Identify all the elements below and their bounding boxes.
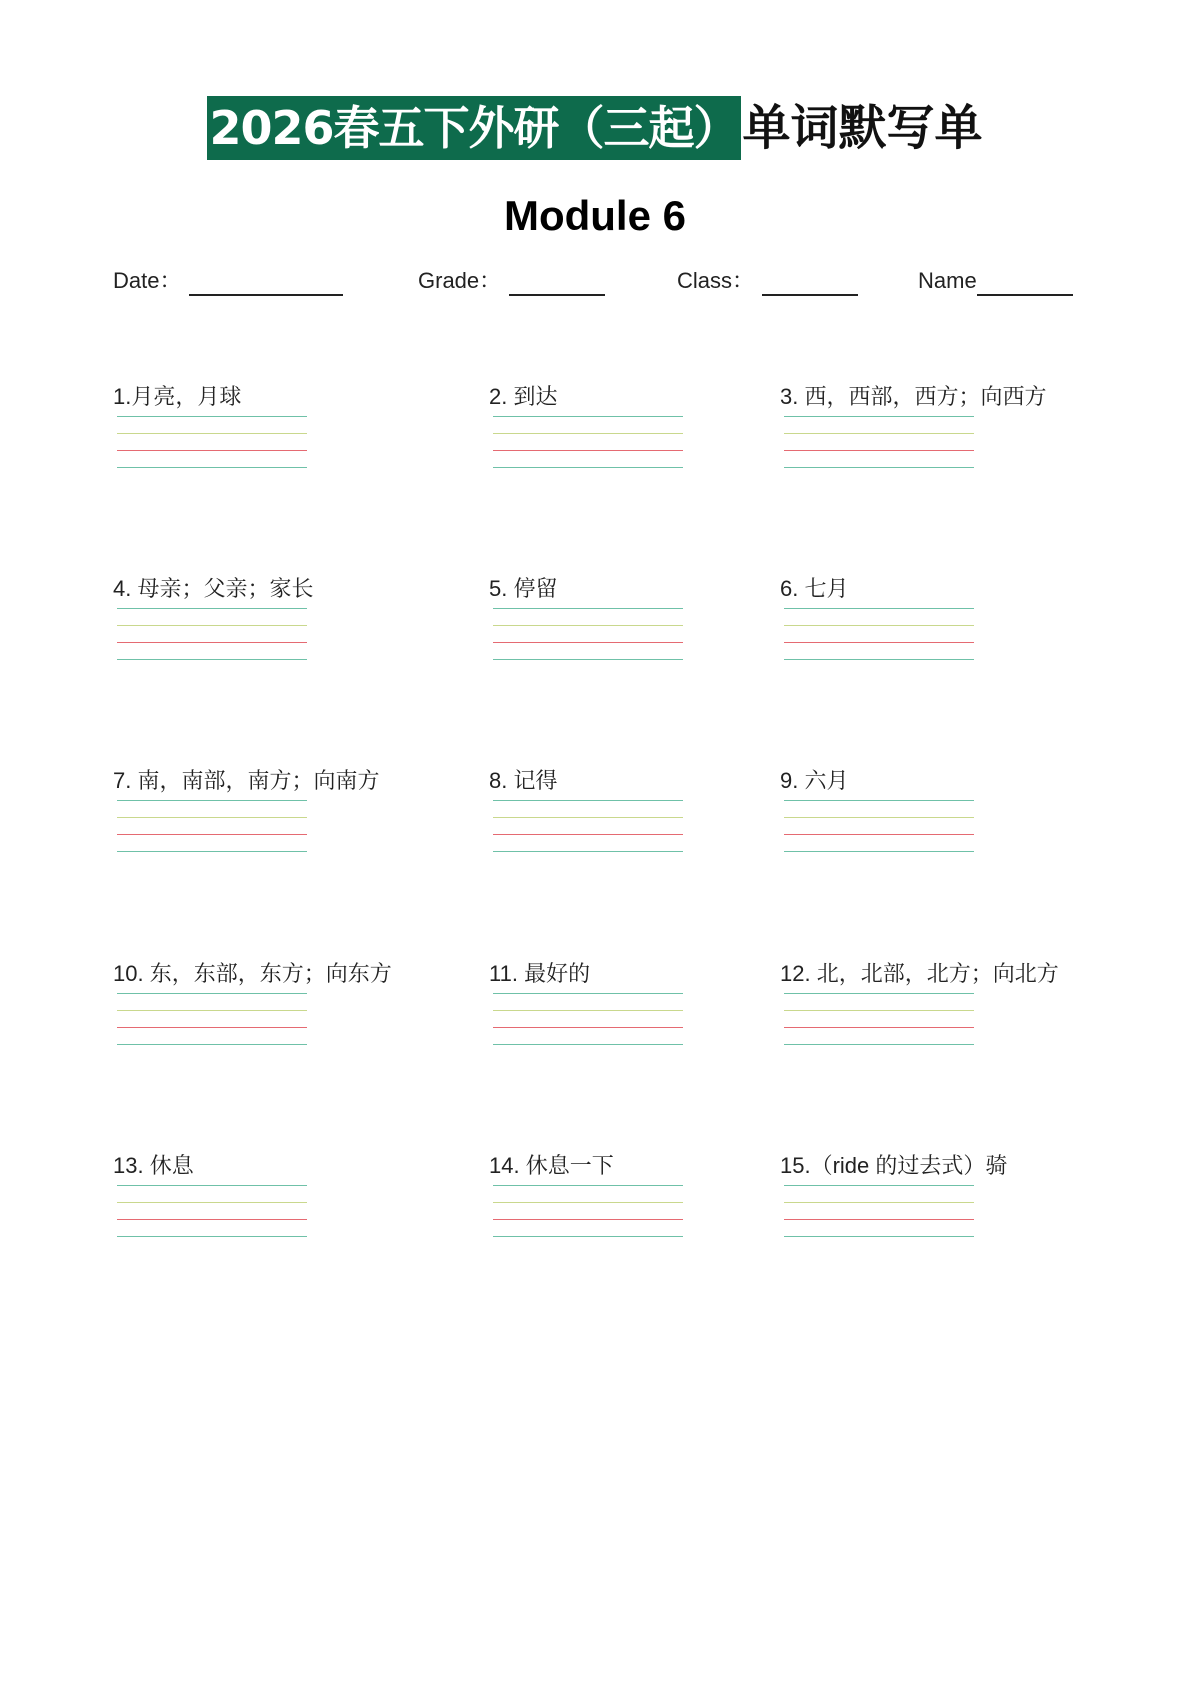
class-field bbox=[677, 266, 858, 296]
vocab-label: 15.（ride 的过去式）骑 bbox=[780, 1153, 1008, 1178]
vocab-item bbox=[113, 959, 453, 1051]
name-field bbox=[918, 266, 1073, 296]
writing-lines[interactable] bbox=[784, 414, 974, 474]
vocab-item bbox=[780, 1151, 1120, 1243]
writing-lines[interactable] bbox=[493, 991, 683, 1051]
writing-lines[interactable] bbox=[117, 414, 307, 474]
grade-label: Grade： bbox=[418, 268, 502, 293]
vocab-item bbox=[489, 1151, 829, 1243]
vocab-label: 11. 最好的 bbox=[489, 961, 591, 986]
vocab-item bbox=[113, 1151, 453, 1243]
writing-lines[interactable] bbox=[784, 1183, 974, 1243]
vocab-item bbox=[780, 574, 1120, 666]
writing-lines[interactable] bbox=[117, 798, 307, 858]
writing-lines[interactable] bbox=[784, 991, 974, 1051]
vocab-label: 3. 西，西部，西方；向西方 bbox=[780, 384, 1047, 409]
vocab-item bbox=[489, 382, 829, 474]
date-label: Date： bbox=[113, 268, 182, 293]
writing-lines[interactable] bbox=[117, 606, 307, 666]
module-title: Module 6 bbox=[503, 192, 686, 239]
vocab-label: 12. 北，北部，北方；向北方 bbox=[780, 961, 1059, 986]
vocab-label: 14. 休息一下 bbox=[489, 1153, 614, 1178]
vocab-label: 2. 到达 bbox=[489, 384, 558, 409]
date-blank[interactable] bbox=[189, 270, 343, 296]
writing-lines[interactable] bbox=[493, 798, 683, 858]
date-field bbox=[113, 266, 343, 296]
writing-lines[interactable] bbox=[117, 1183, 307, 1243]
name-blank[interactable] bbox=[977, 270, 1073, 296]
vocab-item bbox=[113, 382, 453, 474]
title-highlight: 2026春五下外研（三起） bbox=[207, 96, 740, 160]
grade-field bbox=[418, 266, 605, 296]
vocab-label: 7. 南，南部，南方；向南方 bbox=[113, 768, 380, 793]
vocab-item bbox=[780, 959, 1120, 1051]
vocab-label: 6. 七月 bbox=[780, 576, 849, 601]
vocab-item bbox=[113, 574, 453, 666]
vocab-label: 8. 记得 bbox=[489, 768, 558, 793]
writing-lines[interactable] bbox=[784, 606, 974, 666]
writing-lines[interactable] bbox=[117, 991, 307, 1051]
vocab-item bbox=[780, 766, 1120, 858]
writing-lines[interactable] bbox=[784, 798, 974, 858]
grade-blank[interactable] bbox=[509, 270, 605, 296]
vocab-item bbox=[113, 766, 453, 858]
name-label: Name bbox=[918, 268, 977, 293]
title-rest: 单词默写单 bbox=[742, 100, 983, 156]
vocab-item bbox=[489, 959, 829, 1051]
vocab-label: 10. 东，东部，东方；向东方 bbox=[113, 961, 392, 986]
vocab-label: 5. 停留 bbox=[489, 576, 558, 601]
vocab-label: 4. 母亲；父亲；家长 bbox=[113, 576, 314, 601]
writing-lines[interactable] bbox=[493, 606, 683, 666]
vocab-item bbox=[489, 574, 829, 666]
vocab-item bbox=[780, 382, 1120, 474]
vocab-item bbox=[489, 766, 829, 858]
class-label: Class： bbox=[677, 268, 755, 293]
page-title bbox=[0, 96, 1190, 160]
vocab-label: 1.月亮，月球 bbox=[113, 384, 242, 409]
writing-lines[interactable] bbox=[493, 414, 683, 474]
writing-lines[interactable] bbox=[493, 1183, 683, 1243]
vocab-label: 9. 六月 bbox=[780, 768, 849, 793]
vocab-label: 13. 休息 bbox=[113, 1153, 194, 1178]
class-blank[interactable] bbox=[762, 270, 858, 296]
